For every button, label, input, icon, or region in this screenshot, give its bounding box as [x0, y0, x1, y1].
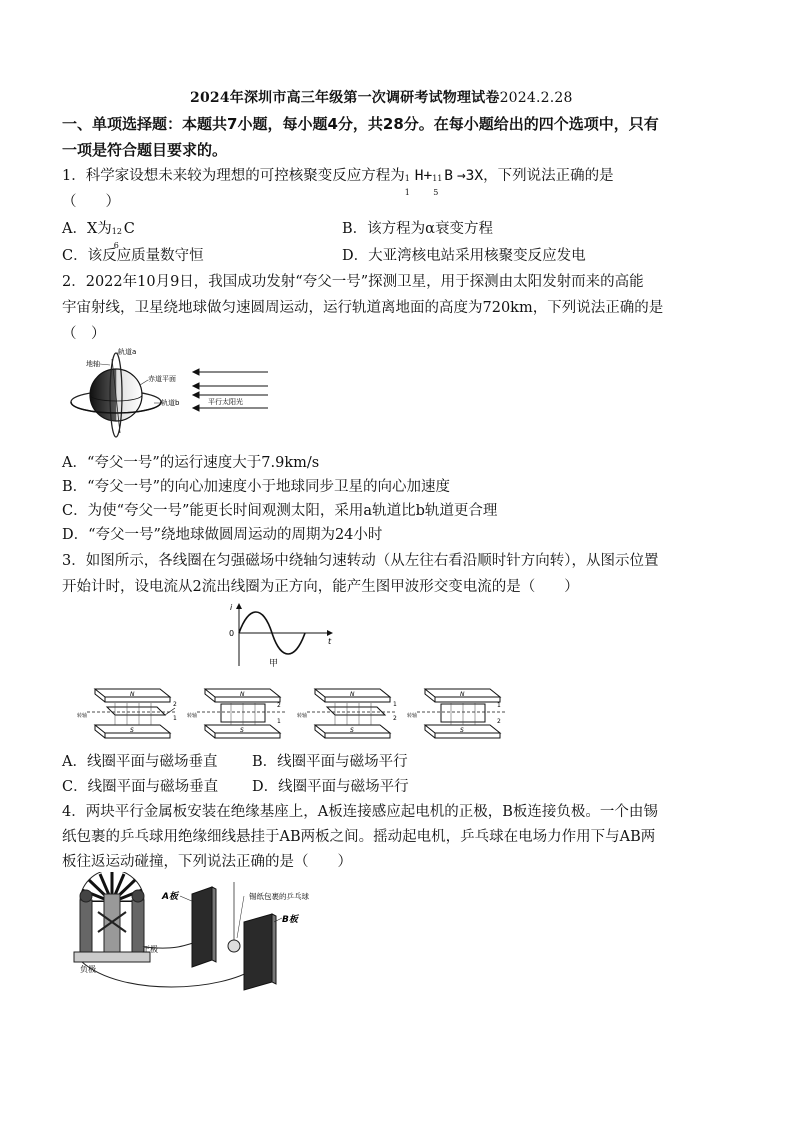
- svg-text:1: 1: [173, 715, 177, 722]
- label-sunlight: 平行太阳光: [208, 398, 243, 406]
- q2-option-b[interactable]: B．“夸父一号”的向心加速度小于地球同步卫星的向心加速度: [62, 479, 450, 495]
- q1-b-charge: 5: [433, 188, 439, 197]
- title-text: 2024年深圳市高三年级第一次调研考试物理试卷: [190, 90, 500, 106]
- svg-text:S: S: [460, 727, 464, 734]
- svg-text:转轴: 转轴: [407, 713, 418, 719]
- graph-label-o: 0: [229, 629, 235, 638]
- q1-h-charge: 1: [404, 188, 410, 197]
- label-positive: 正极: [142, 945, 158, 954]
- svg-text:S: S: [350, 727, 354, 734]
- q3-waveform-graph: [225, 600, 340, 670]
- q3-option-d[interactable]: D．线圈平面与磁场平行: [252, 779, 409, 795]
- section-heading-line2: 一项是符合题目要求的。: [62, 141, 228, 159]
- q3-coil-figures: [75, 685, 525, 745]
- q1-plus: +: [423, 168, 433, 184]
- svg-text:转轴: 转轴: [187, 713, 198, 719]
- svg-text:1: 1: [497, 702, 501, 709]
- q3-option-a[interactable]: A．线圈平面与磁场垂直: [62, 754, 218, 770]
- q4-stem-line1: 4．两块平行金属板安装在绝缘基座上，A板连接感应起电机的正极，B板连接负极。一个由锡: [62, 804, 658, 820]
- svg-text:2: 2: [277, 702, 281, 709]
- q1-stem-b: ，下列说法正确的是: [483, 168, 614, 184]
- q4-electrostatic-figure: [62, 872, 352, 1002]
- q1-c-mass: 12: [111, 227, 122, 236]
- label-equator: 赤道平面: [148, 375, 176, 383]
- q1-stem: [62, 164, 614, 197]
- q1-option-a[interactable]: [62, 217, 135, 250]
- label-plate-b: B板: [282, 915, 298, 925]
- q2-option-a[interactable]: A．“夸父一号”的运行速度大于7.9km/s: [62, 455, 320, 471]
- svg-text:转轴: 转轴: [77, 713, 88, 719]
- svg-text:2: 2: [173, 701, 177, 708]
- q2-paren: （ ）: [62, 326, 106, 342]
- q3-stem-line2: 开始计时，设电流从2流出线圈为正方向，能产生图甲波形交变电流的是（ ）: [62, 579, 579, 595]
- q1-option-d[interactable]: D．大亚湾核电站采用核聚变反应发电: [342, 248, 586, 264]
- q4-stem-line3: 板往返运动碰撞，下列说法正确的是（ ）: [62, 854, 352, 870]
- q1-h-mass: 1: [404, 174, 410, 183]
- coil-figure-c: [297, 689, 397, 738]
- svg-text:转轴: 转轴: [297, 713, 308, 719]
- q1-stem-a: 1．科学家设想未来较为理想的可控核聚变反应方程为: [62, 168, 405, 184]
- label-orbit-a: 轨道a: [118, 348, 137, 356]
- graph-label-t: t: [328, 637, 332, 646]
- q1-c-symbol: C: [123, 221, 135, 237]
- generator-machine: [72, 872, 152, 962]
- q3-option-c[interactable]: C．线圈平面与磁场垂直: [62, 779, 219, 795]
- svg-text:S: S: [240, 727, 244, 734]
- svg-text:2: 2: [497, 718, 501, 725]
- q1-option-a-text: A．X为: [62, 221, 112, 237]
- q1-paren: （ ）: [62, 194, 120, 210]
- label-plate-a: A板: [162, 892, 178, 902]
- q2-stem-line1: 2．2022年10月9日，我国成功发射“夸父一号”探测卫星，用于探测由太阳发射而来的高能: [62, 274, 644, 290]
- q2-stem-line2: 宇宙射线，卫星绕地球做匀速圆周运动，运行轨道离地面的高度为720km，下列说法正确的是: [62, 300, 664, 316]
- q1-arrow: →3X: [456, 168, 484, 184]
- q1-option-b[interactable]: B．该方程为α衰变方程: [342, 221, 493, 237]
- q1-option-c[interactable]: C．该反应质量数守恒: [62, 248, 204, 264]
- svg-text:1: 1: [277, 718, 281, 725]
- svg-text:N: N: [130, 691, 135, 698]
- q2-orbit-figure: [68, 345, 278, 440]
- pingpong-ball: [228, 940, 240, 952]
- q2-option-d[interactable]: D．“夸父一号”绕地球做圆周运动的周期为24小时: [62, 527, 383, 543]
- coil-figure-a: [77, 689, 177, 738]
- plate-a: [192, 887, 212, 967]
- q1-c-charge: 6: [113, 241, 119, 250]
- coil-figure-d: [407, 689, 507, 738]
- q1-h-symbol: H: [414, 168, 424, 184]
- graph-label-i: i: [230, 603, 233, 612]
- label-negative: 负极: [80, 965, 96, 974]
- q1-b-mass: 11: [432, 174, 443, 183]
- q4-stem-line2: 纸包裹的乒乓球用绝缘细线悬挂于AB两板之间。摇动起电机，乒乓球在电场力作用下与AB两: [62, 829, 656, 845]
- label-axis: 地轴: [86, 360, 100, 368]
- graph-caption: 甲: [269, 659, 279, 669]
- label-orbit-b: 轨道b: [161, 399, 180, 407]
- svg-text:2: 2: [393, 715, 397, 722]
- section-heading-line1: 一、单项选择题：本题共7小题，每小题4分，共28分。在每小题给出的四个选项中，只有: [62, 115, 659, 133]
- q1-b-symbol: B: [444, 168, 453, 184]
- coil-figure-b: [187, 689, 287, 738]
- page-title: [190, 87, 573, 107]
- svg-text:N: N: [350, 691, 355, 698]
- q3-stem-line1: 3．如图所示，各线圈在匀强磁场中绕轴匀速转动（从左往右看沿顺时针方向转），从图示位置: [62, 553, 659, 569]
- q3-option-b[interactable]: B．线圈平面与磁场平行: [252, 754, 408, 770]
- q2-option-c[interactable]: C．为使“夸父一号”能更长时间观测太阳，采用a轨道比b轨道更合理: [62, 503, 498, 519]
- svg-text:S: S: [130, 727, 134, 734]
- svg-text:N: N: [460, 691, 465, 698]
- label-ball: 锡纸包裹的乒乓球: [249, 892, 309, 901]
- svg-text:1: 1: [393, 701, 397, 708]
- svg-text:N: N: [240, 691, 245, 698]
- plate-b: [244, 914, 272, 990]
- wire-negative: [82, 962, 257, 987]
- title-date: 2024.2.28: [499, 90, 573, 106]
